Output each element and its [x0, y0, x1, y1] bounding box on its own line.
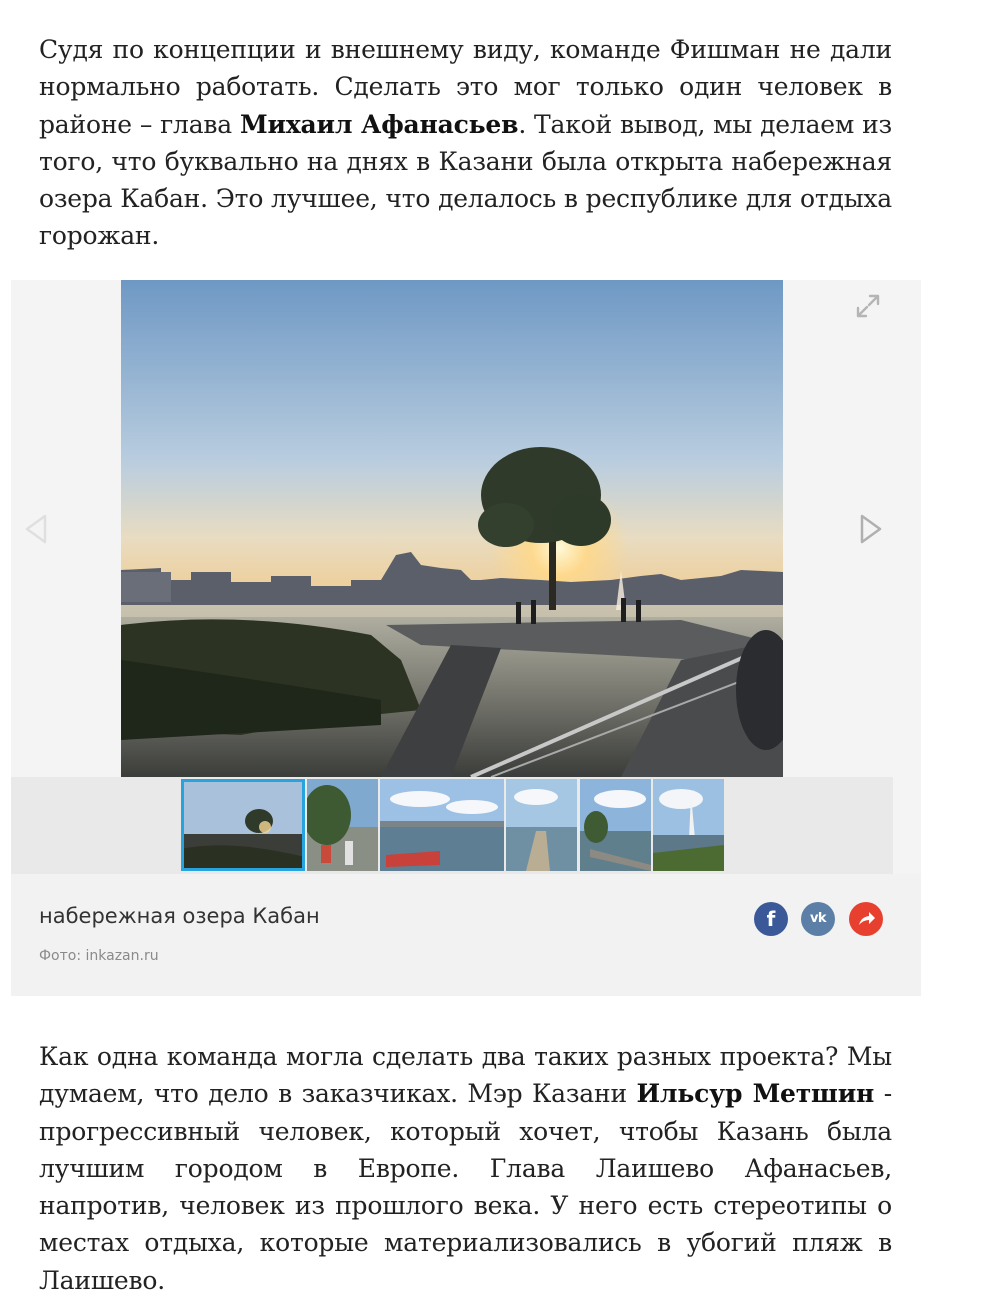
main-photo[interactable] — [121, 280, 783, 777]
thumbnail-3[interactable] — [380, 779, 504, 871]
para2-text-2: - прогрессивный человек, который хочет, чтобы Казань была лучшим городом в Европе. Глава Лаишево Афанасьев, напротив, человек из прошлого века. У него есть стереотипы о местах отдыха, которые материализовались в убогий пляж в Лаишево. — [39, 1079, 892, 1295]
expand-icon[interactable] — [854, 292, 882, 320]
thumbnail-strip — [11, 777, 893, 874]
share-arrow-icon[interactable] — [849, 902, 883, 936]
facebook-glyph: f — [766, 907, 776, 931]
para1-text-0: Судя по концепции и внешнему виду, команде Фишман не дали нормально работать. Сделать это мог только один человек в районе – глава — [39, 35, 892, 139]
article-paragraph-2 — [39, 1038, 892, 1299]
thumbnail-6[interactable] — [653, 779, 724, 871]
chevron-right-icon[interactable] — [856, 512, 886, 546]
vk-icon[interactable] — [801, 902, 835, 936]
gallery-stage — [11, 280, 921, 777]
para2-bold-1: Ильсур Метшин — [636, 1079, 875, 1109]
thumbnail-5[interactable] — [580, 779, 651, 871]
photo-gallery — [11, 280, 921, 996]
article-paragraph-1 — [39, 31, 892, 255]
thumbnail-1[interactable] — [181, 779, 305, 871]
chevron-left-icon[interactable] — [21, 512, 51, 546]
para1-text-2: . Такой вывод, мы делаем из того, что буквально на днях в Казани была открыта набережная озера Кабан. Это лучшее, что делалось в республике для отдыха горожан. — [39, 109, 892, 251]
thumbnail-2[interactable] — [307, 779, 378, 871]
para2-text-0: Как одна команда могла сделать два таких разных проекта? Мы думаем, что дело в заказчиках. Мэр Казани — [39, 1042, 892, 1109]
caption-bar — [11, 874, 921, 996]
vk-glyph: vk — [809, 911, 827, 926]
para1-bold-1: Михаил Афанасьев — [240, 109, 519, 139]
photo-caption: набережная озера Кабан — [39, 904, 320, 928]
thumbnail-4[interactable] — [506, 779, 577, 871]
photo-credit: Фото: inkazan.ru — [39, 948, 159, 964]
facebook-icon[interactable] — [754, 902, 788, 936]
